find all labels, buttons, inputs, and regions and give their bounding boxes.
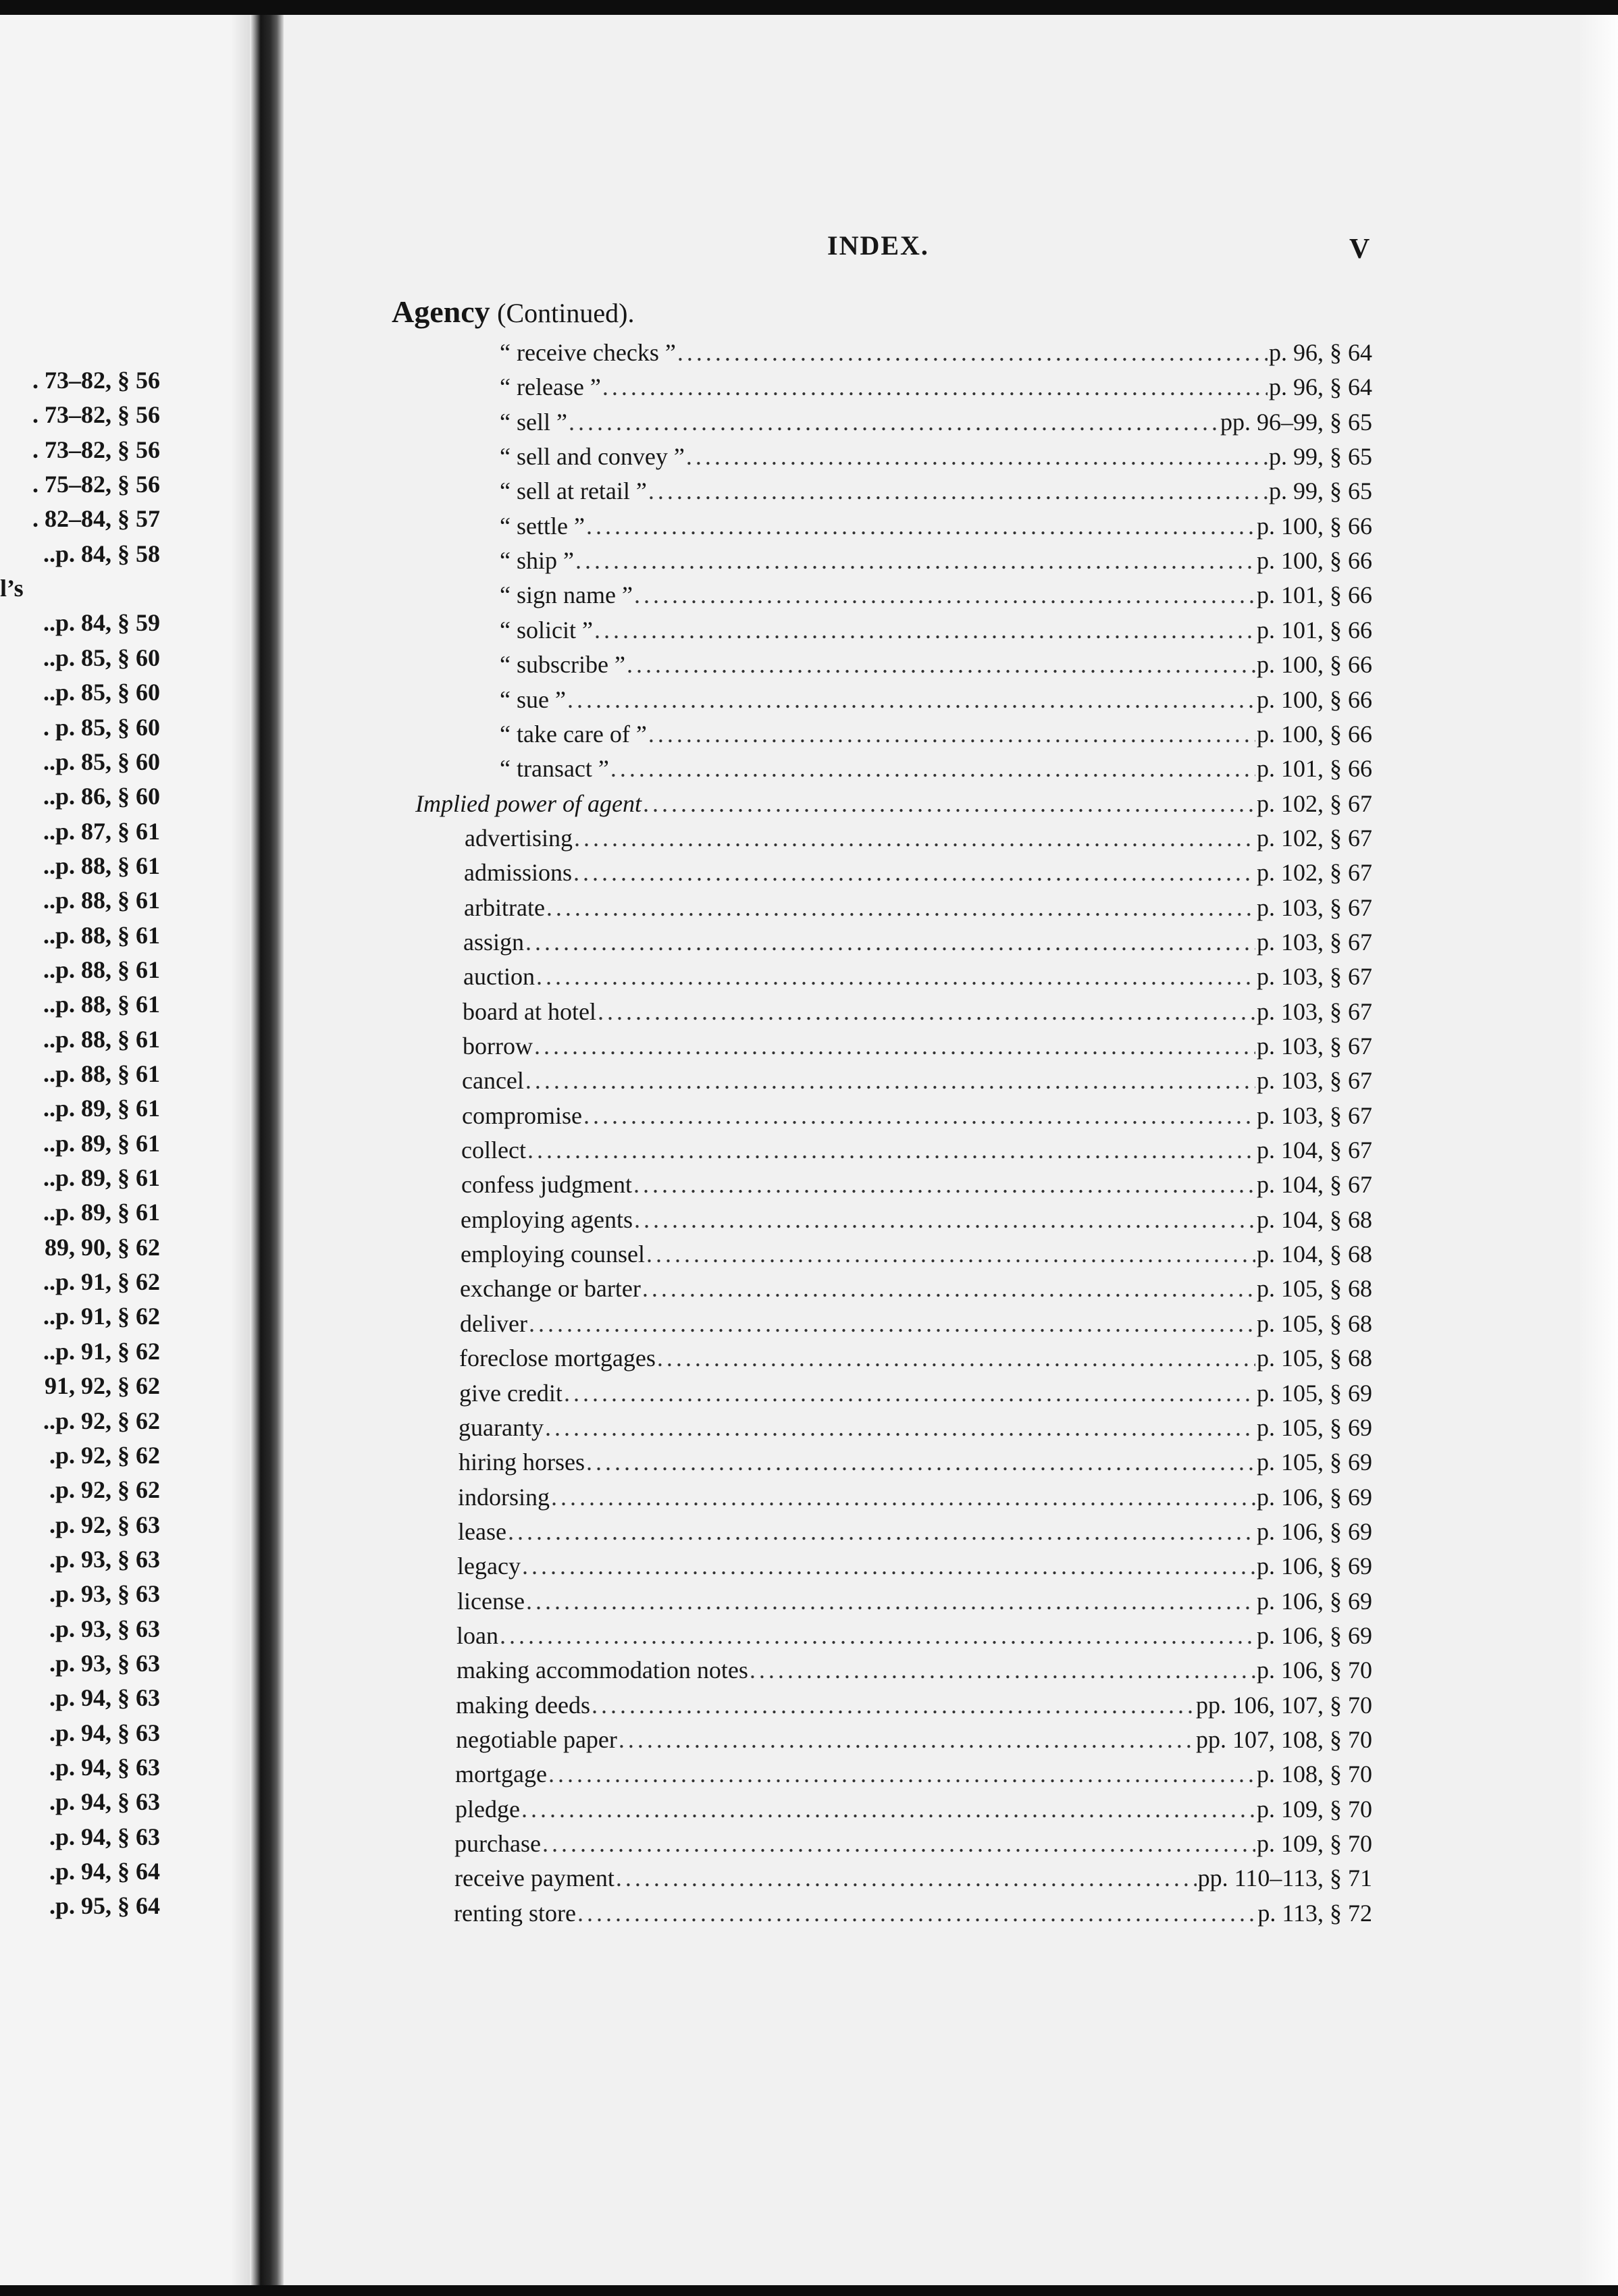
entry-reference: p. 101, § 66 bbox=[1257, 755, 1372, 782]
entry-label: “ sell and convey ” bbox=[500, 443, 685, 470]
entry-reference: p. 103, § 67 bbox=[1257, 894, 1372, 921]
entry-label: mortgage bbox=[455, 1760, 547, 1788]
dot-leader bbox=[527, 1133, 1255, 1167]
left-page-fragment: ..p. 92, § 62 bbox=[43, 1407, 160, 1434]
entry-reference: p. 100, § 66 bbox=[1257, 721, 1372, 748]
dot-leader bbox=[529, 1307, 1255, 1340]
entry-reference: p. 103, § 67 bbox=[1257, 929, 1372, 956]
entry-reference: pp. 96–99, § 65 bbox=[1220, 409, 1372, 436]
left-page-fragment: .p. 94, § 63 bbox=[49, 1719, 160, 1746]
entry-label: renting store bbox=[454, 1900, 576, 1927]
left-page-fragment: .p. 93, § 63 bbox=[49, 1650, 160, 1677]
index-entry bbox=[500, 613, 1372, 647]
left-page-fragment: .p. 92, § 62 bbox=[49, 1442, 160, 1469]
entry-reference: p. 104, § 68 bbox=[1257, 1241, 1372, 1268]
index-entry bbox=[464, 856, 1372, 889]
left-page-fragment: .p. 93, § 63 bbox=[49, 1580, 160, 1607]
dot-leader bbox=[619, 1723, 1195, 1756]
dot-leader bbox=[648, 717, 1255, 751]
entry-reference: p. 109, § 70 bbox=[1257, 1796, 1372, 1823]
entry-reference: p. 106, § 69 bbox=[1257, 1484, 1372, 1511]
entry-reference: p. 100, § 66 bbox=[1257, 513, 1372, 540]
left-page-fragment: ..p. 91, § 62 bbox=[43, 1338, 160, 1365]
index-entry bbox=[463, 1029, 1372, 1063]
entry-label: making deeds bbox=[456, 1692, 590, 1719]
index-entry bbox=[460, 1272, 1372, 1305]
entry-label: employing counsel bbox=[461, 1241, 645, 1268]
index-entry bbox=[463, 960, 1372, 993]
dot-leader bbox=[616, 1861, 1197, 1895]
left-page-fragment: ..p. 86, § 60 bbox=[43, 783, 160, 810]
entry-reference: p. 104, § 67 bbox=[1257, 1171, 1372, 1198]
entry-label: “ sue ” bbox=[500, 686, 566, 713]
entry-reference: p. 103, § 67 bbox=[1257, 1033, 1372, 1060]
entry-label: making accommodation notes bbox=[456, 1656, 748, 1684]
entry-reference: p. 101, § 66 bbox=[1257, 617, 1372, 644]
index-entry bbox=[456, 1619, 1372, 1652]
left-page-fragment: . 73–82, § 56 bbox=[32, 367, 160, 394]
index-entry bbox=[459, 1411, 1372, 1444]
entry-reference: p. 100, § 66 bbox=[1257, 686, 1372, 713]
entry-label: “ take care of ” bbox=[500, 721, 647, 748]
left-page-fragment: ..p. 85, § 60 bbox=[43, 679, 160, 706]
dot-leader bbox=[633, 1168, 1255, 1201]
dot-leader bbox=[634, 1203, 1255, 1236]
entry-reference: p. 102, § 67 bbox=[1257, 859, 1372, 886]
left-page-fragment: .p. 94, § 63 bbox=[49, 1823, 160, 1850]
entry-label: admissions bbox=[464, 859, 573, 886]
dot-leader bbox=[577, 1896, 1256, 1930]
index-entry bbox=[454, 1861, 1372, 1895]
dot-leader bbox=[567, 683, 1255, 716]
left-page-fragment: . 75–82, § 56 bbox=[32, 471, 160, 498]
index-entry bbox=[465, 821, 1372, 855]
entry-label: compromise bbox=[462, 1102, 582, 1129]
entry-label: guaranty bbox=[459, 1414, 544, 1441]
left-page-fragment: l’s bbox=[0, 575, 24, 602]
left-page-fragment: .p. 92, § 63 bbox=[49, 1511, 160, 1538]
dot-leader bbox=[573, 856, 1255, 889]
section-heading bbox=[392, 294, 634, 330]
index-entry bbox=[459, 1341, 1372, 1375]
dot-leader bbox=[542, 1827, 1255, 1860]
entry-reference: p. 101, § 66 bbox=[1257, 581, 1372, 608]
running-head: INDEX. bbox=[827, 230, 929, 261]
index-entry bbox=[457, 1584, 1372, 1618]
left-page-fragment: .p. 94, § 63 bbox=[49, 1754, 160, 1781]
left-page-fragment: ..p. 89, § 61 bbox=[43, 1199, 160, 1226]
index-entry bbox=[461, 1203, 1372, 1236]
entry-reference: p. 105, § 68 bbox=[1257, 1275, 1372, 1302]
dot-leader bbox=[750, 1653, 1255, 1687]
left-page-fragment: ..p. 88, § 61 bbox=[43, 991, 160, 1018]
entry-label: employing agents bbox=[461, 1206, 633, 1233]
index-entry bbox=[461, 1168, 1372, 1201]
entry-label: collect bbox=[461, 1137, 526, 1164]
entry-reference: p. 103, § 67 bbox=[1257, 998, 1372, 1025]
left-page-fragment: .p. 94, § 63 bbox=[49, 1788, 160, 1815]
entry-reference: p. 96, § 64 bbox=[1269, 339, 1372, 366]
entry-reference: p. 99, § 65 bbox=[1269, 443, 1372, 470]
dot-leader bbox=[677, 336, 1268, 369]
dot-leader bbox=[648, 474, 1268, 508]
scan-top-border bbox=[0, 0, 1618, 15]
index-entry bbox=[454, 1896, 1372, 1930]
entry-reference: p. 103, § 67 bbox=[1257, 1067, 1372, 1094]
index-entry bbox=[454, 1827, 1372, 1860]
left-page-fragment: ..p. 84, § 58 bbox=[43, 540, 160, 567]
entry-reference: p. 99, § 65 bbox=[1269, 477, 1372, 504]
dot-leader bbox=[642, 1272, 1255, 1305]
index-entry bbox=[463, 995, 1372, 1028]
index-entry bbox=[500, 683, 1372, 716]
index-entry bbox=[457, 1549, 1372, 1583]
dot-leader bbox=[526, 1584, 1255, 1618]
left-page-fragment: . 82–84, § 57 bbox=[32, 505, 160, 532]
dot-leader bbox=[545, 1411, 1255, 1444]
entry-label: auction bbox=[463, 963, 535, 990]
dot-leader bbox=[548, 1757, 1255, 1791]
dot-leader bbox=[646, 1237, 1255, 1271]
entry-label: loan bbox=[456, 1622, 498, 1649]
entry-reference: p. 106, § 69 bbox=[1257, 1588, 1372, 1615]
entry-reference: p. 103, § 67 bbox=[1257, 1102, 1372, 1129]
entry-reference: p. 105, § 68 bbox=[1257, 1310, 1372, 1337]
dot-leader bbox=[508, 1515, 1255, 1548]
entry-label: lease bbox=[458, 1518, 506, 1545]
entry-label: “ settle ” bbox=[500, 513, 585, 540]
index-entry bbox=[458, 1480, 1372, 1514]
dot-leader bbox=[574, 821, 1255, 855]
dot-leader bbox=[627, 648, 1255, 681]
entry-reference: p. 108, § 70 bbox=[1257, 1760, 1372, 1788]
entry-label: legacy bbox=[457, 1553, 521, 1580]
entry-label: “ ship ” bbox=[500, 547, 574, 574]
index-entry bbox=[500, 544, 1372, 577]
dot-leader bbox=[634, 578, 1255, 612]
left-page-fragment: ..p. 89, § 61 bbox=[43, 1095, 160, 1122]
entry-label: confess judgment bbox=[461, 1171, 632, 1198]
entry-label: foreclose mortgages bbox=[459, 1345, 656, 1372]
index-entry bbox=[455, 1757, 1372, 1791]
left-page-fragment: ..p. 88, § 61 bbox=[43, 852, 160, 879]
index-entry bbox=[500, 752, 1372, 785]
dot-leader bbox=[500, 1619, 1255, 1652]
entry-label: pledge bbox=[455, 1796, 520, 1823]
dot-leader bbox=[586, 1445, 1255, 1479]
entry-reference: pp. 110–113, § 71 bbox=[1197, 1864, 1372, 1891]
entry-label: “ sign name ” bbox=[500, 581, 633, 608]
dot-leader bbox=[583, 1099, 1255, 1132]
index-entry bbox=[456, 1723, 1372, 1756]
entry-reference: p. 105, § 68 bbox=[1257, 1345, 1372, 1372]
index-entry bbox=[461, 1133, 1372, 1167]
entry-label: receive payment bbox=[454, 1864, 615, 1891]
left-page-fragment: . 73–82, § 56 bbox=[32, 401, 160, 428]
entry-label: give credit bbox=[459, 1380, 563, 1407]
dot-leader bbox=[643, 787, 1255, 820]
index-entry bbox=[458, 1515, 1372, 1548]
entry-label: “ sell at retail ” bbox=[500, 477, 647, 504]
entry-reference: p. 113, § 72 bbox=[1257, 1900, 1372, 1927]
index-entry bbox=[456, 1688, 1372, 1722]
dot-leader bbox=[546, 891, 1255, 924]
entry-label: “ subscribe ” bbox=[500, 651, 625, 678]
dot-leader bbox=[575, 544, 1255, 577]
left-page-fragment: ..p. 88, § 61 bbox=[43, 887, 160, 914]
section-note: (Continued). bbox=[497, 298, 635, 328]
left-page-fragment: .p. 93, § 63 bbox=[49, 1615, 160, 1642]
entry-label: arbitrate bbox=[464, 894, 545, 921]
left-page-fragment: ..p. 89, § 61 bbox=[43, 1164, 160, 1191]
entry-label: “ release ” bbox=[500, 373, 601, 400]
index-entry bbox=[460, 1307, 1372, 1340]
dot-leader bbox=[592, 1688, 1195, 1722]
entry-reference: pp. 106, 107, § 70 bbox=[1196, 1692, 1372, 1719]
entry-label: license bbox=[457, 1588, 525, 1615]
entry-reference: p. 105, § 69 bbox=[1257, 1380, 1372, 1407]
dot-leader bbox=[598, 995, 1255, 1028]
index-entry bbox=[500, 717, 1372, 751]
entry-reference: p. 106, § 69 bbox=[1257, 1553, 1372, 1580]
index-entry bbox=[462, 1099, 1372, 1132]
entry-reference: p. 102, § 67 bbox=[1257, 825, 1372, 852]
index-entry bbox=[415, 787, 1372, 820]
entry-label: cancel bbox=[462, 1067, 524, 1094]
dot-leader bbox=[586, 509, 1255, 543]
dot-leader bbox=[602, 370, 1268, 404]
entry-label: deliver bbox=[460, 1310, 527, 1337]
dot-leader bbox=[536, 960, 1255, 993]
index-entry bbox=[459, 1376, 1372, 1410]
left-page-fragment: ..p. 91, § 62 bbox=[43, 1268, 160, 1295]
index-entry bbox=[462, 1064, 1372, 1097]
entry-label: board at hotel bbox=[463, 998, 596, 1025]
entry-label: negotiable paper bbox=[456, 1726, 617, 1753]
left-page-fragment: ..p. 87, § 61 bbox=[43, 818, 160, 845]
entry-reference: p. 109, § 70 bbox=[1257, 1830, 1372, 1857]
entry-reference: p. 96, § 64 bbox=[1269, 373, 1372, 400]
entry-reference: p. 103, § 67 bbox=[1257, 963, 1372, 990]
left-page-fragment: . 73–82, § 56 bbox=[32, 436, 160, 463]
entry-label: “ solicit ” bbox=[500, 617, 593, 644]
entry-label: exchange or barter bbox=[460, 1275, 641, 1302]
entry-reference: p. 100, § 66 bbox=[1257, 547, 1372, 574]
index-entry bbox=[500, 474, 1372, 508]
left-page-fragment: .p. 93, § 63 bbox=[49, 1546, 160, 1573]
left-page-fragment: ..p. 89, § 61 bbox=[43, 1130, 160, 1157]
index-entry bbox=[459, 1445, 1372, 1479]
left-page-fragment: ..p. 88, § 61 bbox=[43, 922, 160, 949]
entry-label: “ transact ” bbox=[500, 755, 609, 782]
left-page-fragment: .p. 94, § 64 bbox=[49, 1858, 160, 1885]
entry-label: “ receive checks ” bbox=[500, 339, 676, 366]
index-entry bbox=[500, 336, 1372, 369]
index-entry bbox=[500, 578, 1372, 612]
index-entry bbox=[464, 891, 1372, 924]
dot-leader bbox=[521, 1792, 1255, 1826]
dot-leader bbox=[551, 1480, 1255, 1514]
index-entry bbox=[500, 370, 1372, 404]
entry-reference: p. 105, § 69 bbox=[1257, 1414, 1372, 1441]
left-page-fragment: .p. 95, § 64 bbox=[49, 1892, 160, 1919]
left-page-fragment: ..p. 88, § 61 bbox=[43, 1060, 160, 1087]
dot-leader bbox=[594, 613, 1255, 647]
index-entry bbox=[500, 648, 1372, 681]
left-page-fragment: ..p. 91, § 62 bbox=[43, 1303, 160, 1330]
left-page-fragment: ..p. 85, § 60 bbox=[43, 748, 160, 775]
left-page-fragment: ..p. 84, § 59 bbox=[43, 609, 160, 636]
dot-leader bbox=[686, 440, 1268, 473]
entry-label: “ sell ” bbox=[500, 409, 567, 436]
left-page-fragment: ..p. 88, § 61 bbox=[43, 1026, 160, 1053]
entry-reference: p. 106, § 69 bbox=[1257, 1518, 1372, 1545]
dot-leader bbox=[525, 1064, 1255, 1097]
left-page-fragment: ..p. 85, § 60 bbox=[43, 644, 160, 671]
index-entry bbox=[461, 1237, 1372, 1271]
page-number: V bbox=[1349, 234, 1372, 265]
dot-leader bbox=[522, 1549, 1255, 1583]
left-page-shadow bbox=[231, 15, 251, 2296]
entry-reference: p. 102, § 67 bbox=[1257, 790, 1372, 817]
left-page-fragment: ..p. 88, § 61 bbox=[43, 956, 160, 983]
index-entry bbox=[500, 509, 1372, 543]
left-page-fragment: .p. 92, § 62 bbox=[49, 1476, 160, 1503]
entry-label: advertising bbox=[465, 825, 573, 852]
index-entry bbox=[455, 1792, 1372, 1826]
entry-label: indorsing bbox=[458, 1484, 550, 1511]
left-page-fragment: .p. 94, § 63 bbox=[49, 1684, 160, 1711]
dot-leader bbox=[569, 405, 1219, 439]
dot-leader bbox=[564, 1376, 1255, 1410]
entry-reference: p. 105, § 69 bbox=[1257, 1449, 1372, 1476]
book-gutter bbox=[250, 0, 284, 2296]
page-edge bbox=[1577, 15, 1618, 2296]
scan-bottom-border bbox=[0, 2285, 1618, 2296]
entry-reference: p. 106, § 70 bbox=[1257, 1656, 1372, 1684]
entry-label: Implied power of agent bbox=[415, 790, 642, 817]
section-term: Agency bbox=[392, 294, 490, 329]
entry-reference: p. 100, § 66 bbox=[1257, 651, 1372, 678]
index-entry bbox=[500, 405, 1372, 439]
dot-leader bbox=[657, 1341, 1255, 1375]
dot-leader bbox=[534, 1029, 1255, 1063]
index-entry bbox=[463, 925, 1372, 959]
left-page bbox=[0, 15, 251, 2296]
entry-reference: p. 104, § 68 bbox=[1257, 1206, 1372, 1233]
entry-label: borrow bbox=[463, 1033, 533, 1060]
entry-label: purchase bbox=[454, 1830, 541, 1857]
dot-leader bbox=[610, 752, 1255, 785]
index-entry bbox=[456, 1653, 1372, 1687]
left-page-fragment: . p. 85, § 60 bbox=[43, 714, 160, 741]
left-page-fragment: 89, 90, § 62 bbox=[45, 1234, 160, 1261]
entry-reference: p. 104, § 67 bbox=[1257, 1137, 1372, 1164]
index-entry bbox=[500, 440, 1372, 473]
dot-leader bbox=[525, 925, 1255, 959]
entry-reference: p. 106, § 69 bbox=[1257, 1622, 1372, 1649]
entry-reference: pp. 107, 108, § 70 bbox=[1196, 1726, 1372, 1753]
entry-label: assign bbox=[463, 929, 524, 956]
entry-label: hiring horses bbox=[459, 1449, 585, 1476]
left-page-fragment: 91, 92, § 62 bbox=[45, 1372, 160, 1399]
